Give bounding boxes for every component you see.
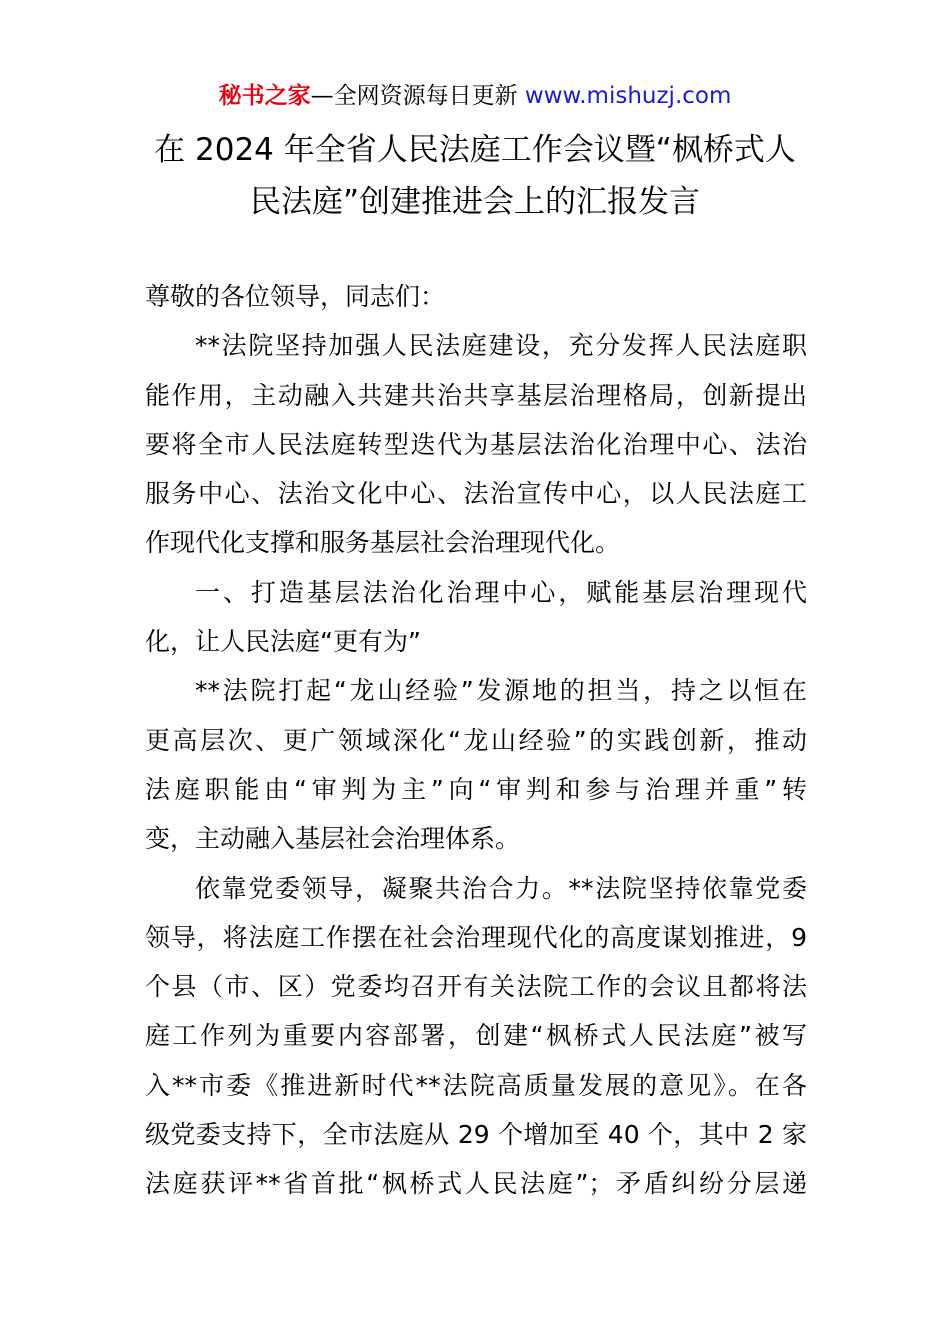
- title-line: 在 2024 年全省人民法庭工作会议暨“枫桥式人: [154, 132, 796, 168]
- paragraph-line: 法庭职能由“审判为主”向“审判和参与治理并重”转: [145, 774, 807, 804]
- site-url[interactable]: www.mishuzj.com: [524, 83, 732, 109]
- paragraph-line: 要将全市人民法庭转型迭代为基层法治化治理中心、法治: [145, 429, 807, 459]
- site-header: [0, 80, 950, 112]
- paragraph-line: 依靠党委领导，凝聚共治合力。**法院坚持依靠党委: [195, 873, 807, 903]
- paragraph-line: 庭工作列为重要内容部署，创建“枫桥式人民法庭”被写: [145, 1021, 807, 1051]
- title-line: 民法庭”创建推进会上的汇报发言: [249, 184, 701, 220]
- section-heading-line: 一、打造基层法治化治理中心，赋能基层治理现代: [195, 577, 807, 607]
- paragraph-line: **法院坚持加强人民法庭建设，充分发挥人民法庭职: [195, 331, 807, 361]
- header-tagline: —全网资源每日更新: [310, 83, 525, 109]
- paragraph-line: **法院打起“龙山经验”发源地的担当，持之以恒在: [195, 676, 807, 706]
- paragraph-line: 法庭获评**省首批“枫桥式人民法庭”；矛盾纠纷分层递: [145, 1169, 807, 1199]
- document-title: [100, 124, 850, 228]
- brand-name: 秘书之家: [218, 83, 311, 109]
- paragraph-line: 入**市委《推进新时代**法院高质量发展的意见》。在各: [145, 1070, 807, 1100]
- document-body: [145, 272, 807, 1209]
- paragraph-line: 个县（市、区）党委均召开有关法院工作的会议且都将法: [145, 972, 807, 1002]
- paragraph-line: 能作用，主动融入共建共治共享基层治理格局，创新提出: [145, 380, 807, 410]
- paragraph-line: 级党委支持下，全市法庭从 29 个增加至 40 个，其中 2 家: [145, 1120, 807, 1150]
- section-heading-line: 化，让人民法庭“更有为”: [145, 627, 421, 657]
- paragraph-line: 服务中心、法治文化中心、法治宣传中心，以人民法庭工: [145, 479, 807, 509]
- salutation: 尊敬的各位领导，同志们：: [145, 282, 446, 311]
- paragraph-line: 作现代化支撑和服务基层社会治理现代化。: [145, 528, 621, 558]
- paragraph-line: 更高层次、更广领域深化“龙山经验”的实践创新，推动: [145, 725, 807, 755]
- paragraph-line: 变，主动融入基层社会治理体系。: [145, 824, 521, 854]
- paragraph-line: 领导，将法庭工作摆在社会治理现代化的高度谋划推进，9: [145, 922, 807, 952]
